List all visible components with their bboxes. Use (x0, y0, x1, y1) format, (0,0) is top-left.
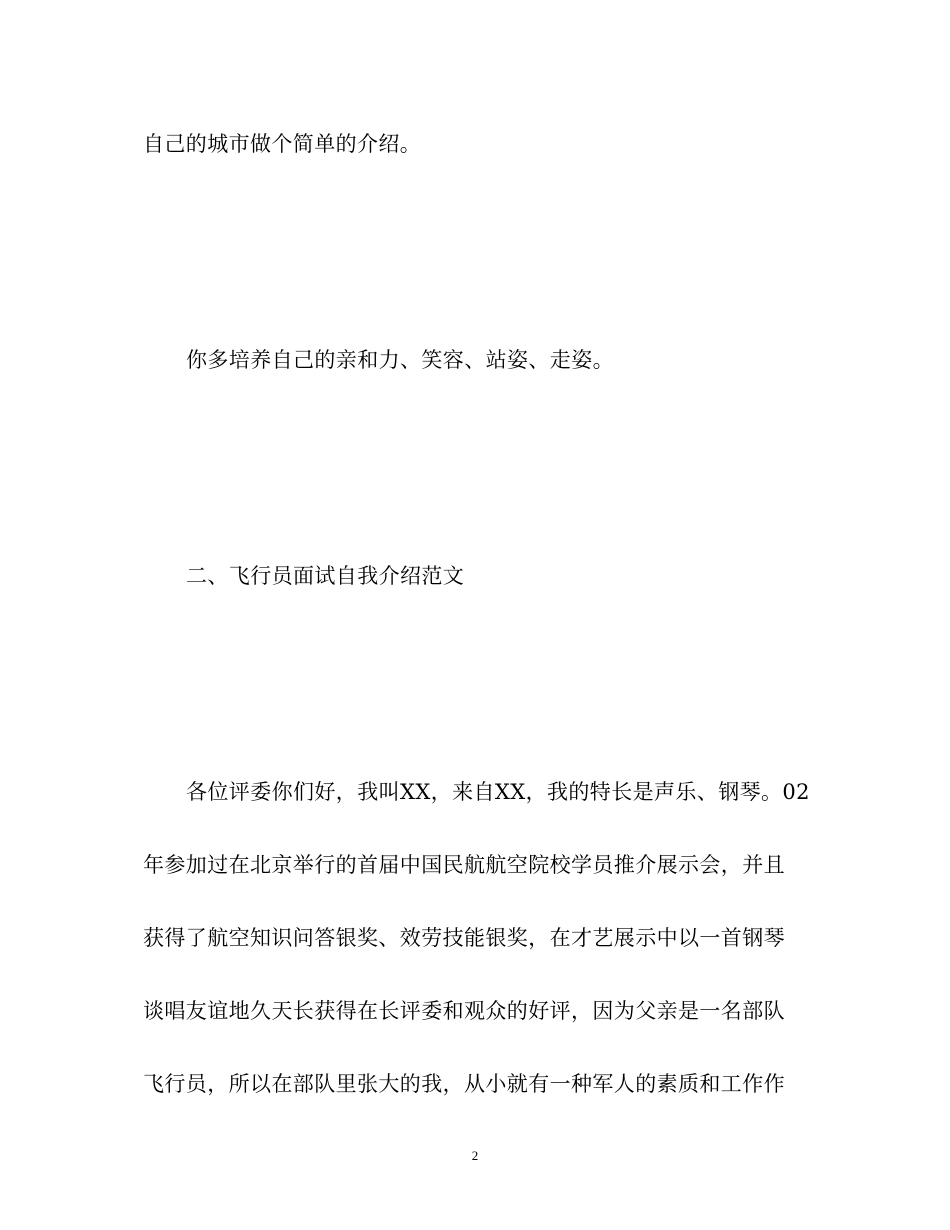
page-number: 2 (471, 1148, 479, 1163)
paragraph-line-4: 年参加过在北京举行的首届中国民航航空院校学员推介展示会，并且 (143, 853, 785, 877)
section-heading: 二、飞行员面试自我介绍范文 (186, 564, 465, 588)
paragraph-line-5: 获得了航空知识问答银奖、效劳技能银奖，在才艺展示中以一首钢琴 (143, 926, 785, 950)
paragraph-line-3: 各位评委你们好，我叫XX，来自XX，我的特长是声乐、钢琴。02 (186, 780, 810, 804)
paragraph-line-6: 谈唱友谊地久天长获得在长评委和观众的好评，因为父亲是一名部队 (143, 999, 785, 1023)
paragraph-line-1: 自己的城市做个简单的介绍。 (143, 132, 422, 156)
paragraph-line-7: 飞行员，所以在部队里张大的我，从小就有一种军人的素质和工作作 (143, 1072, 785, 1096)
paragraph-line-2: 你多培养自己的亲和力、笑容、站姿、走姿。 (186, 348, 614, 372)
